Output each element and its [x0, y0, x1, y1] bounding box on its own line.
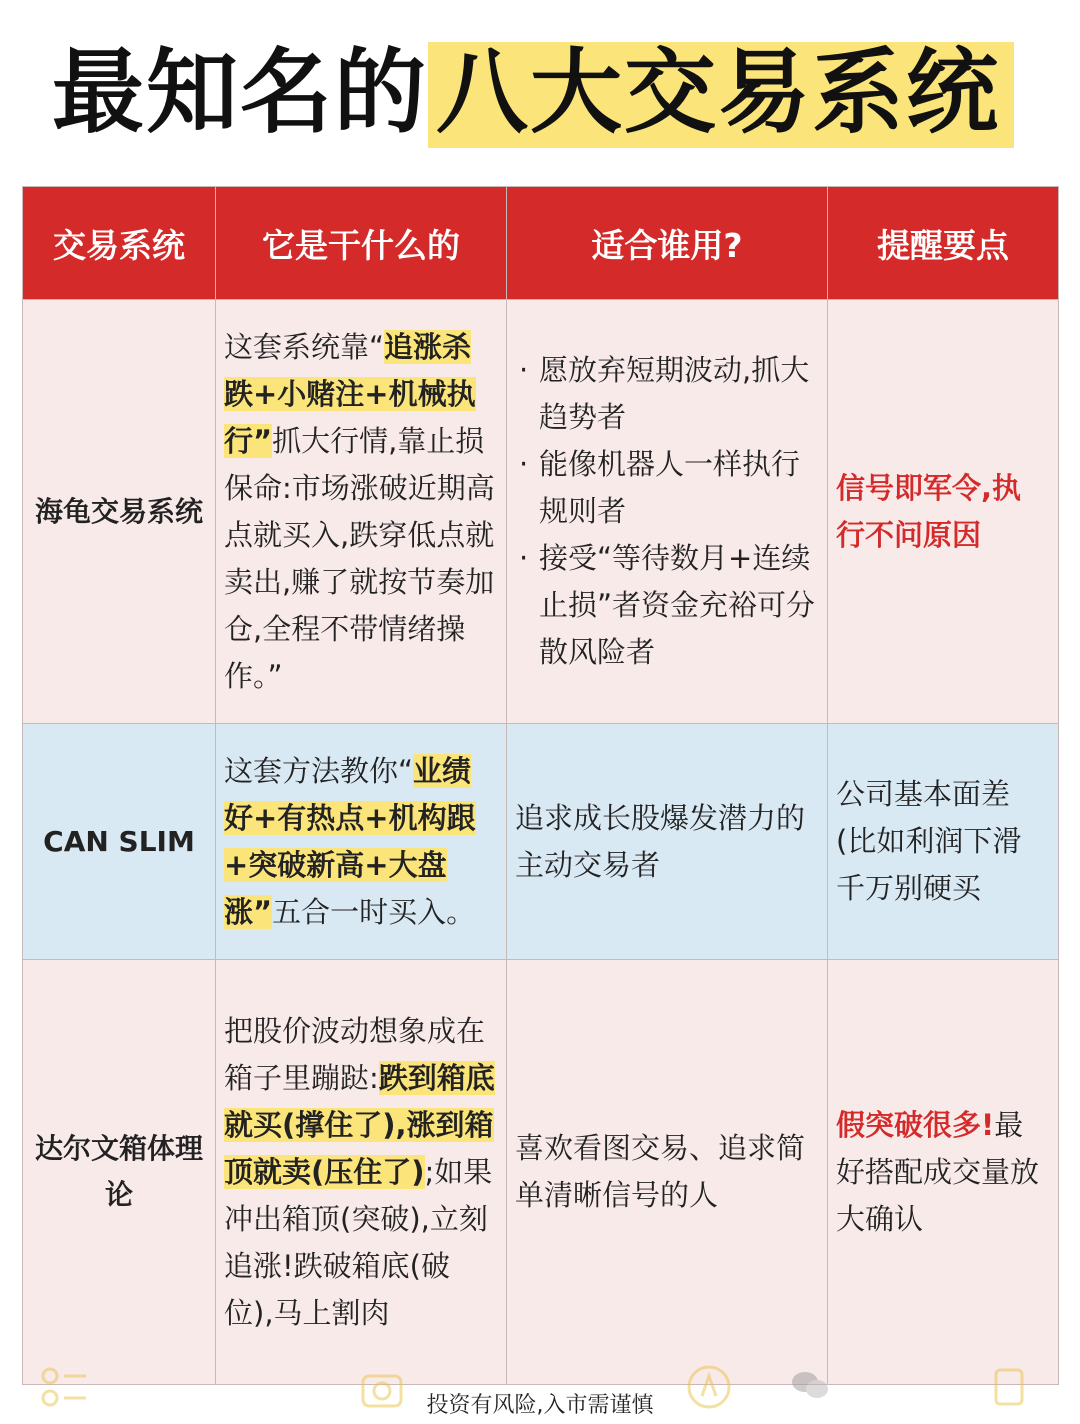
system-description	[216, 300, 507, 724]
desc-text: 抓大行情,靠止损保命:市场涨破近期高点就买入,跌穿低点就卖出,赚了就按节奏加仓,全程不带情绪操作。”	[224, 423, 495, 693]
header-what: 它是干什么的	[216, 187, 507, 300]
desc-text: ;如果冲出箱顶(突破),立刻追涨!跌破箱底(破位),马上割肉	[224, 1154, 493, 1330]
suitable-list	[515, 347, 821, 676]
desc-text: 把股价波动想象成在箱子里蹦跶:	[224, 1013, 486, 1095]
table-row	[23, 300, 1059, 724]
desc-highlight: 业绩好+有热点+机构跟+突破新高+大盘涨”	[224, 753, 476, 929]
title-banner	[0, 0, 1080, 180]
page-title-highlight: 八大交易系统	[428, 42, 1014, 148]
system-description	[216, 960, 507, 1385]
risk-disclaimer: 投资有风险,入市需谨慎	[426, 1393, 654, 1418]
page-title-part1: 最知名的	[52, 39, 429, 146]
suitable-for	[507, 300, 828, 724]
trading-systems-table	[22, 186, 1059, 1385]
header-who: 适合谁用?	[507, 187, 828, 300]
reminder-highlight: 假突破很多!	[836, 1107, 995, 1142]
table-header-row	[23, 187, 1059, 300]
suitable-for: 喜欢看图交易、追求简单清晰信号的人	[507, 960, 828, 1385]
desc-highlight: 跌到箱底就买(撑住了),涨到箱顶就卖(压住了)	[224, 1060, 495, 1189]
desc-highlight: 追涨杀跌+小赌注+机械执行”	[224, 329, 476, 458]
system-description	[216, 724, 507, 960]
suitable-for: 追求成长股爆发潜力的主动交易者	[507, 724, 828, 960]
system-name: CAN SLIM	[23, 724, 216, 960]
reminder-highlight: 信号即军令,执行不问原因	[836, 470, 1022, 552]
reminder	[828, 960, 1059, 1385]
desc-text: 这套方法教你“	[224, 753, 414, 788]
header-tip: 提醒要点	[828, 187, 1059, 300]
reminder	[828, 300, 1059, 724]
list-item: · 能像机器人一样执行规则者	[539, 441, 821, 535]
reminder-text: 公司基本面差(比如利润下滑千万别硬买	[836, 777, 1022, 905]
reminder	[828, 724, 1059, 960]
table-row	[23, 724, 1059, 960]
reminder-text: 最好搭配成交量放大确认	[836, 1107, 1040, 1236]
header-system: 交易系统	[23, 187, 216, 300]
table-row	[23, 960, 1059, 1385]
system-name: 达尔文箱体理论	[23, 960, 216, 1385]
list-item: · 愿放弃短期波动,抓大趋势者	[539, 347, 821, 441]
desc-text: 五合一时买入。	[272, 894, 476, 929]
system-name: 海龟交易系统	[23, 300, 216, 724]
desc-text: 这套系统靠“	[224, 329, 385, 364]
list-item: · 接受“等待数月+连续止损”者资金充裕可分散风险者	[539, 535, 821, 676]
